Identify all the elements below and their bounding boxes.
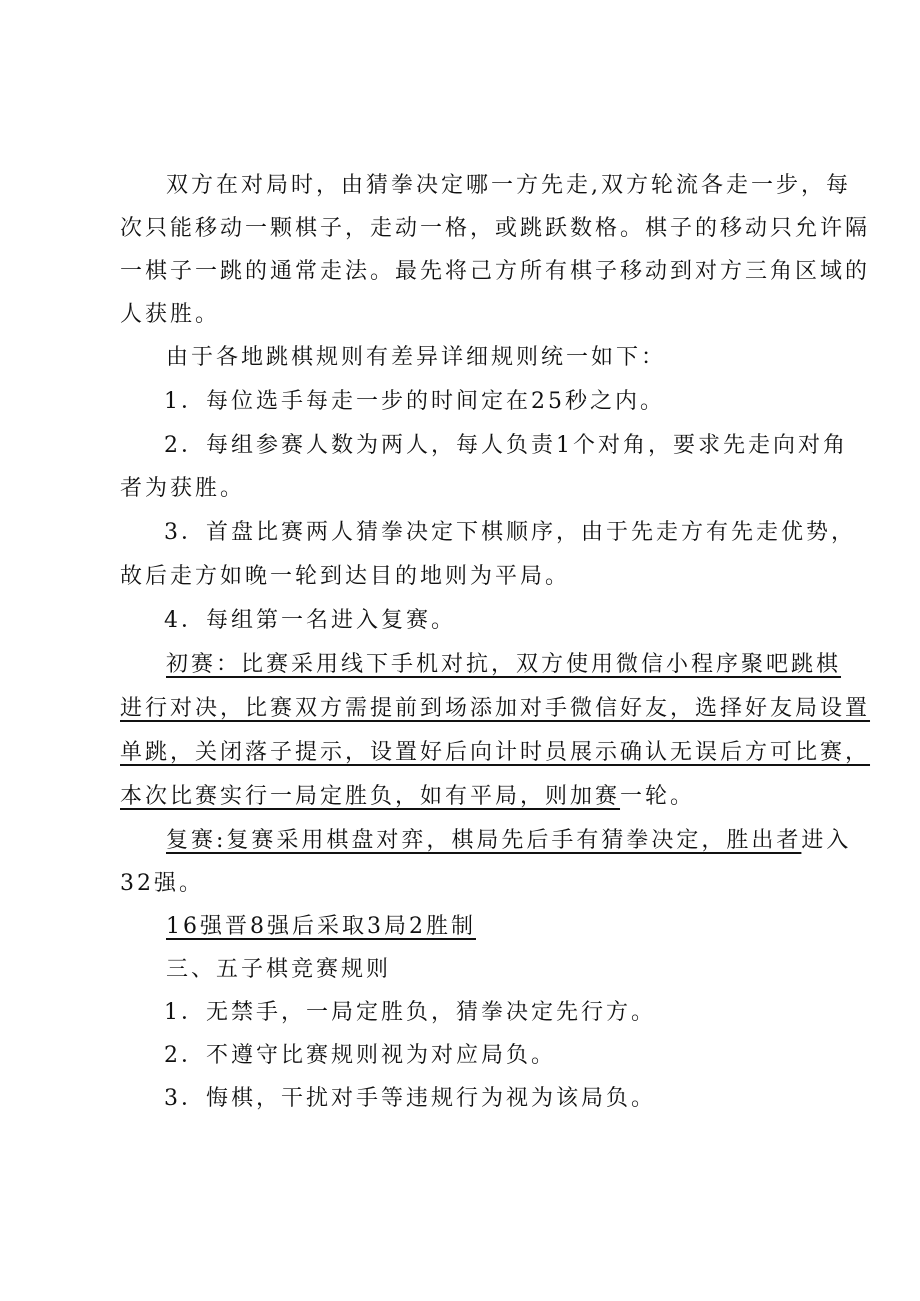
preliminary-line-4 [120, 782, 695, 812]
rule-1: 1．每位选手每走一步的时间定在25秒之内。 [164, 389, 665, 414]
preliminary-line-1-text: 初赛：比赛采用线下手机对抗，双方使用微信小程序聚吧跳棋 [166, 652, 842, 677]
rule-2-line-2: 者为获胜。 [120, 476, 246, 501]
intro-line-2: 次只能移动一颗棋子，走动一格，或跳跃数格。棋子的移动只允许隔 [120, 216, 871, 241]
preliminary-line-1 [166, 650, 841, 680]
preliminary-line-2 [120, 694, 870, 724]
rule-3-line-2: 故后走方如晚一轮到达目的地则为平局。 [120, 564, 571, 589]
top16-line [166, 912, 476, 942]
rematch-line-1-rest: 进入 [801, 828, 852, 853]
top16-text: 16强晋8强后采取3局2胜制 [166, 914, 476, 939]
rule-3-line-1: 3．首盘比赛两人猜拳决定下棋顺序，由于先走方有先走优势， [164, 520, 856, 545]
preliminary-line-3 [120, 738, 870, 768]
preliminary-line-3-text: 单跳，关闭落子提示，设置好后向计时员展示确认无误后方可比赛， [120, 740, 871, 765]
preliminary-line-4-rest: 一轮。 [620, 784, 696, 809]
gomoku-rule-3: 3．悔棋，干扰对手等违规行为视为该局负。 [164, 1086, 656, 1111]
rules-intro: 由于各地跳棋规则有差异详细规则统一如下： [166, 345, 667, 370]
intro-line-4: 人获胜。 [120, 302, 221, 327]
section-3-title: 三、五子棋竞赛规则 [166, 957, 392, 982]
gomoku-rule-2: 2．不遵守比赛规则视为对应局负。 [164, 1043, 556, 1068]
rematch-line-1 [166, 826, 851, 856]
rematch-line-2: 32强。 [120, 871, 204, 896]
rematch-line-1-underlined: 复赛:复赛采用棋盘对弈，棋局先后手有猜拳决定，胜出者 [166, 828, 802, 853]
rule-2-line-1: 2．每组参赛人数为两人，每人负责1个对角，要求先走向对角 [164, 433, 848, 458]
preliminary-line-4-underlined: 本次比赛实行一局定胜负，如有平局，则加赛 [120, 784, 621, 809]
intro-line-3: 一棋子一跳的通常走法。最先将己方所有棋子移动到对方三角区域的 [120, 259, 871, 284]
intro-line-1: 双方在对局时，由猜拳决定哪一方先走,双方轮流各走一步，每 [166, 173, 851, 198]
rule-4: 4．每组第一名进入复赛。 [164, 608, 456, 633]
preliminary-line-2-text: 进行对决，比赛双方需提前到场添加对手微信好友，选择好友局设置 [120, 696, 871, 721]
gomoku-rule-1: 1．无禁手，一局定胜负，猜拳决定先行方。 [164, 1000, 656, 1025]
